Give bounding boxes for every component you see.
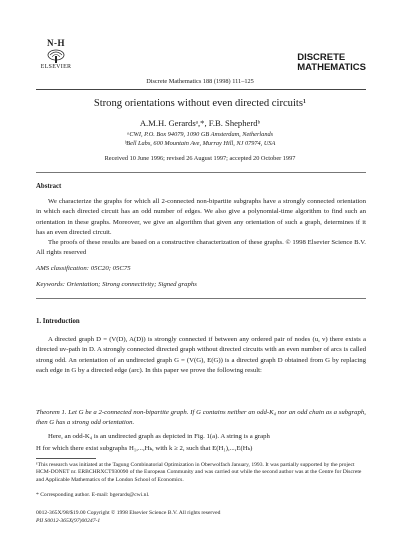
journal-citation: Discrete Mathematics 188 (1998) 111–125	[146, 78, 254, 85]
section-heading-introduction: 1. Introduction	[36, 318, 80, 325]
pii-line: PII S0012-365X(97)00247-1	[36, 518, 101, 524]
footnote-rule	[36, 458, 96, 459]
journal-name-line1: DISCRETE	[297, 52, 346, 63]
publisher-logo	[38, 38, 74, 71]
abstract-heading: Abstract	[36, 183, 62, 190]
affiliation-a: ᵃCWI, P.O. Box 94079, 1090 GB Amsterdam, Netherlands	[126, 131, 274, 138]
journal-name	[297, 53, 366, 73]
copyright-line: 0012-365X/98/$19.00 Copyright © 1998 Elsevier Science B.V. All rights reserved	[36, 510, 221, 516]
publisher-name: ELSEVIER	[40, 64, 72, 70]
abstract-rule-top	[36, 172, 366, 173]
keywords: Keywords: Orientation; Strong connectivity; Signed graphs	[36, 281, 197, 288]
ams-classification: AMS classification: 05C20; 05C75	[36, 265, 131, 272]
footnote-corresponding-author: * Corresponding author. E-mail: bgerards@cwi.nl.	[36, 492, 150, 498]
intro-paragraph-1: A directed graph D = (V(D), A(D)) is strongly connected if between any ordered pair of nodes (u, v) there exists a directed uv-path in D. A strongly connected directed graph without directed circuits with an even number of arcs is called strong odd. An orientation of an undirected graph G = (V(G), E(G)) is a directed graph D obtained from G by replacing each edge in G by a directed edge (arc). In this paper we prove the following result:	[36, 336, 366, 375]
abstract-paragraph-2: The proofs of these results are based on a constructive characterization of these graphs. © 1998 Elsevier Science B.V. All rights reserved	[36, 239, 366, 257]
intro-paragraph-2-line-1: Here, an odd-K₄ is an undirected graph as depicted in Fig. 1(a). A string is a graph	[48, 433, 270, 440]
abstract-paragraph-1: We characterize the graphs for which all 2-connected non-bipartite subgraphs have a strongly connected orientation in which each directed circuit has an odd number of edges. We also give a polynomial-time algorithm to find such an orientation in these graphs. Moreover, we give an algorithm that given any orientation of such a graph, determines if it has an even directed circuit.	[36, 198, 366, 237]
author-list: A.M.H. Gerardsᵃ,*, F.B. Shepherdᵇ	[139, 118, 261, 128]
journal-name-line2: MATHEMATICS	[297, 62, 366, 73]
tree-icon	[46, 49, 66, 63]
received-dates: Received 10 June 1996; revised 26 August 1997; accepted 20 October 1997	[104, 155, 296, 162]
logo-mark: N-H	[47, 38, 65, 48]
footnote-1: ¹This research was initiated at the Tagung Combinatorial Optimization in Oberwolfach January, 1993. It was partially supported by the project HCM-DONET nr. ERBCHRXCT930090 of the European Community and was carried out while the second author was at the Centre for Discrete and Applicable Mathematics of the London School of Economics.	[36, 462, 362, 483]
intro-paragraph-2-line-2: H for which there exist subgraphs H₁,...,Hₖ, with k ≥ 2, such that E(H₁),...,E(Hₖ)	[36, 445, 253, 452]
affiliation-b: ᵇBell Labs, 600 Mountain Ave, Murray Hill, NJ 07974, USA	[124, 140, 276, 147]
abstract-rule-bottom	[36, 298, 366, 299]
header-rule	[36, 89, 366, 90]
article-title: Strong orientations without even directed circuits¹	[93, 98, 307, 109]
theorem-1: Theorem 1. Let G be a 2-connected non-bipartite graph. If G contains neither an odd-K₄ nor an odd chain as a subgraph, then G has a strong odd orientation.	[36, 409, 366, 427]
